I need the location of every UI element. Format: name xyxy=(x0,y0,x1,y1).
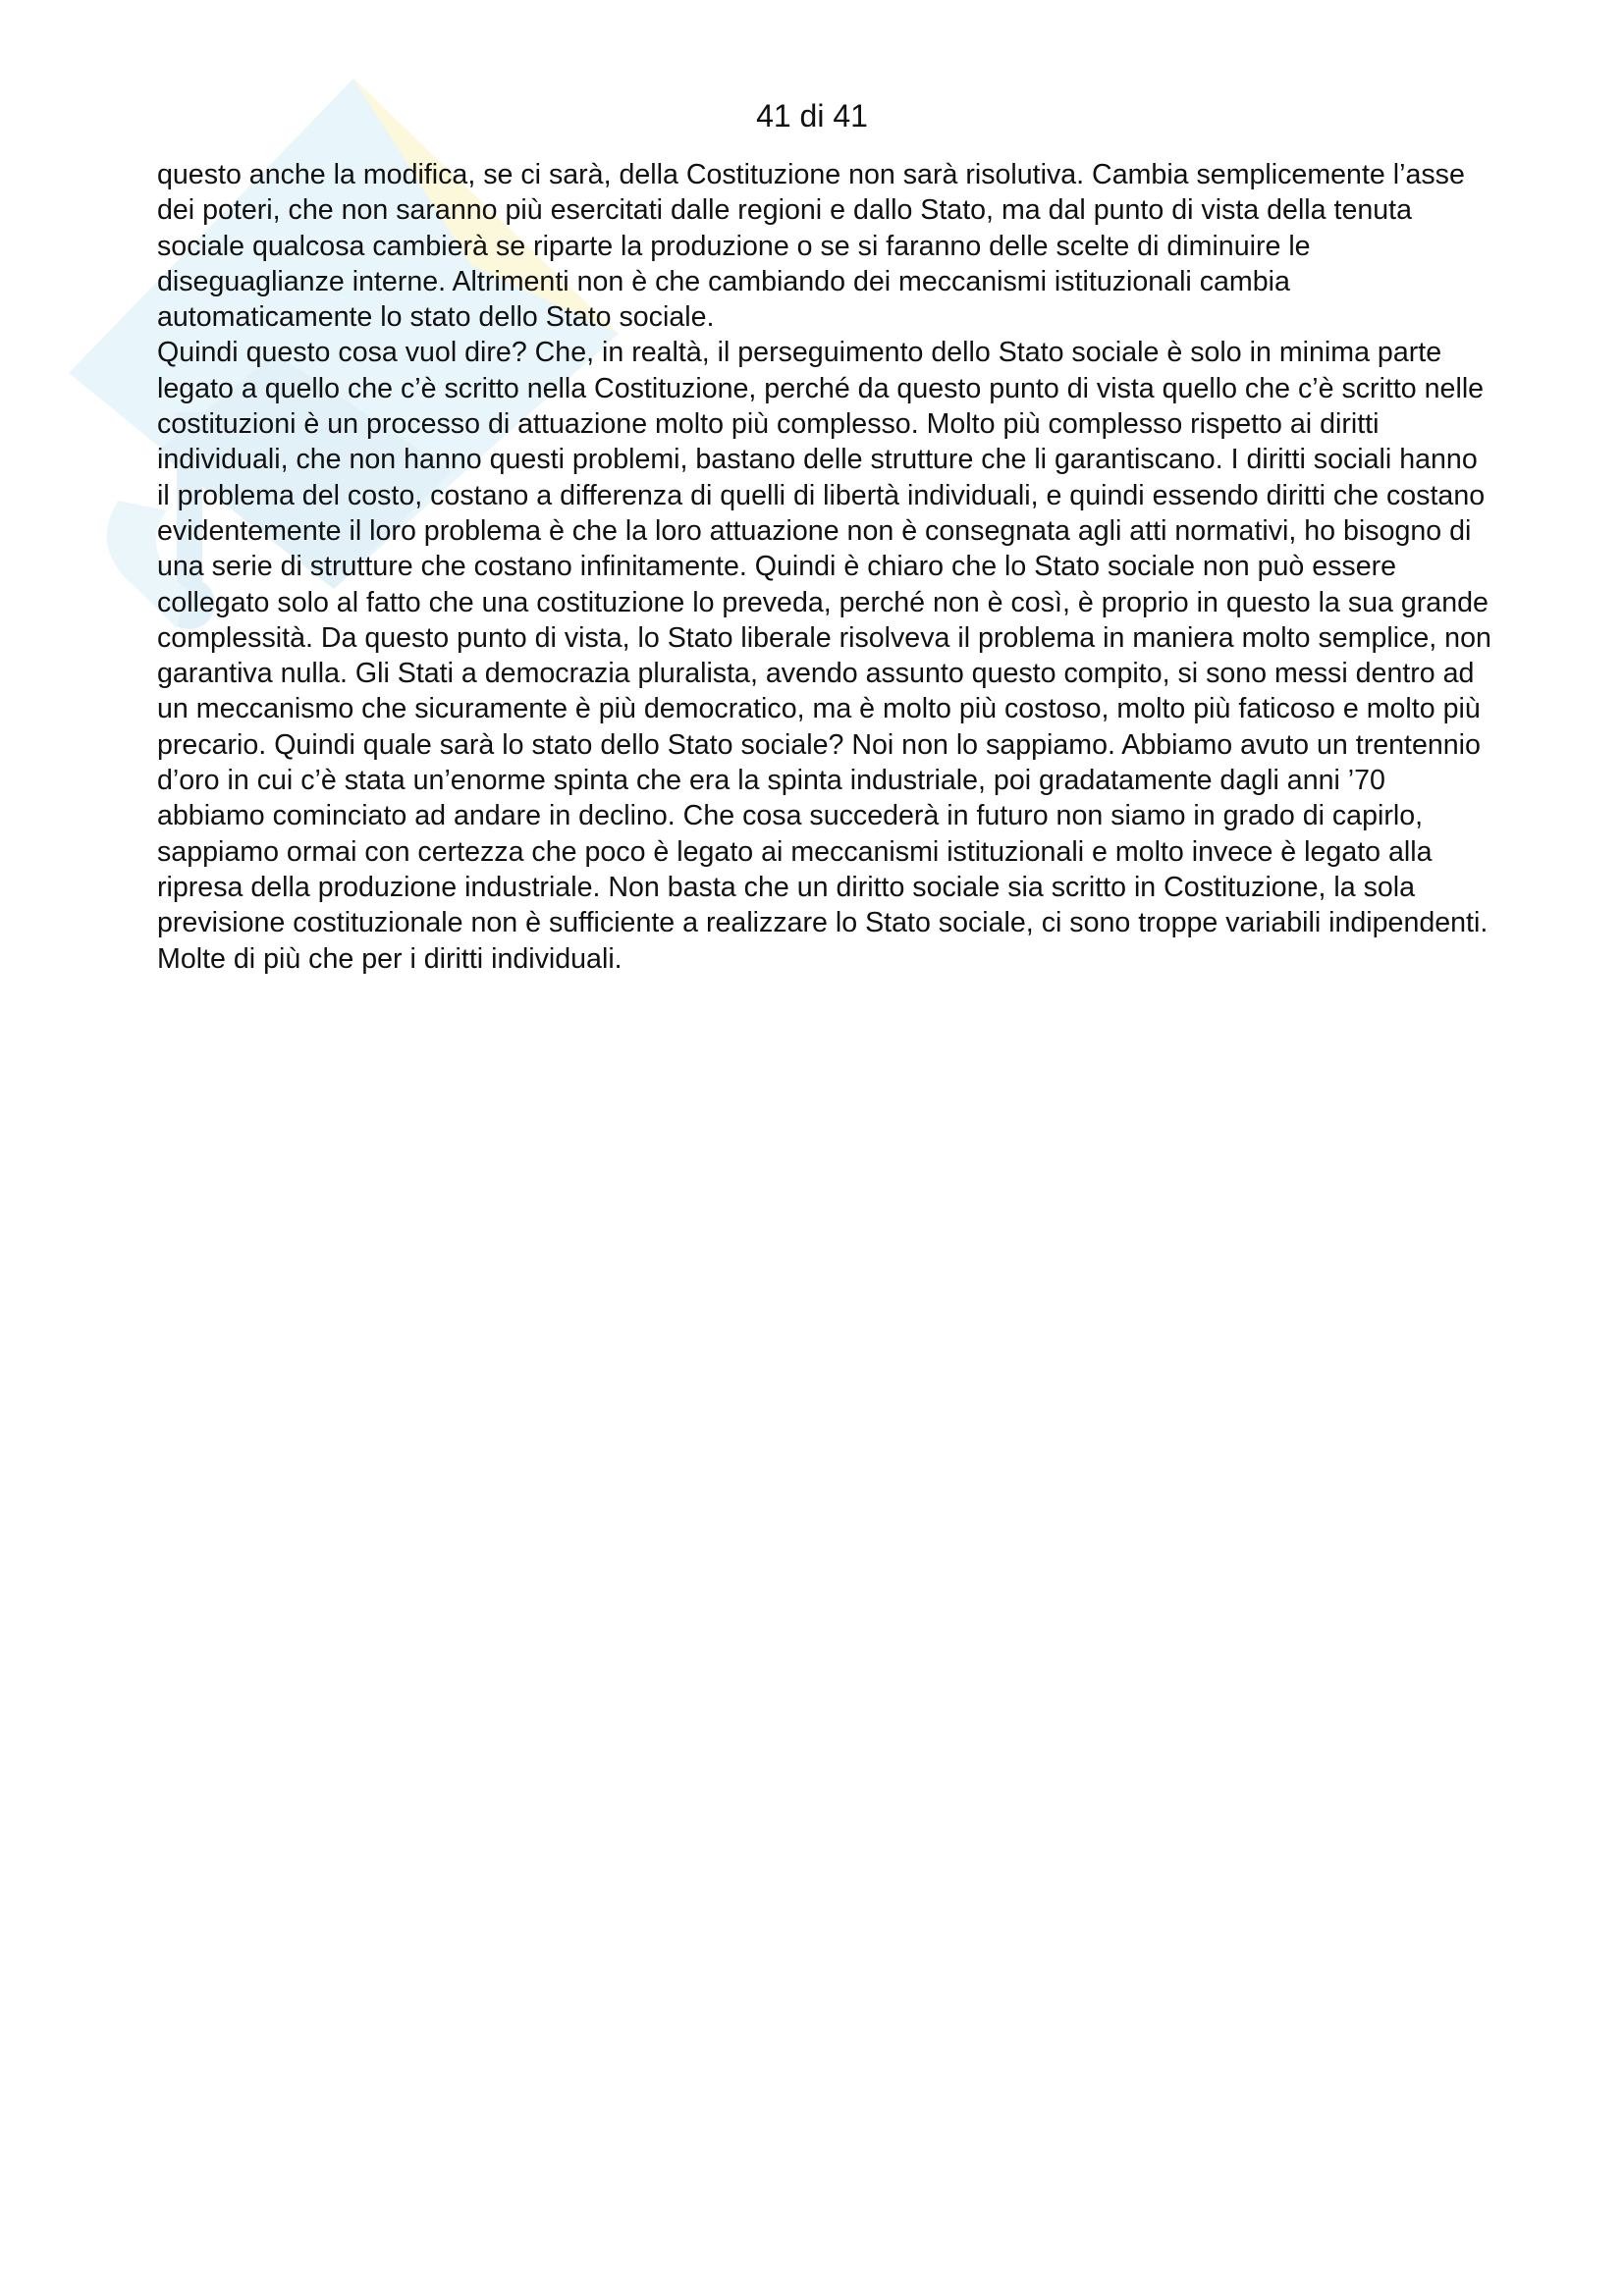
paragraph-1: questo anche la modifica, se ci sarà, della Costituzione non sarà risolutiva. Cambia semplicemente l’asse dei poteri, che non saranno più esercitati dalle regioni e dallo Stato, ma dal punto di vista della tenuta sociale qualcosa cambierà se riparte la produzione o se si faranno delle scelte di diminuire le diseguaglianze interne. Altrimenti non è che cambiando dei meccanismi istituzionali cambia automaticamente lo stato dello Stato sociale. xyxy=(157,159,1465,334)
page-number: 41 di 41 xyxy=(756,98,868,133)
paragraph-2: Quindi questo cosa vuol dire? Che, in realtà, il perseguimento dello Stato sociale è solo in minima parte legato a quello che c’è scritto nella Costituzione, perché da questo punto di vista quello che c’è scritto nelle costituzioni è un processo di attuazione molto più complesso. Molto più complesso rispetto ai diritti individuali, che non hanno questi problemi, bastano delle strutture che li garantiscano. I diritti sociali hanno il problema del costo, costano a differenza di quelli di libertà individuali, e quindi essendo diritti che costano evidentemente il loro problema è che la loro attuazione non è consegnata agli atti normativi, ho bisogno di una serie di strutture che costano infinitamente. Quindi è chiaro che lo Stato sociale non può essere collegato solo al fatto che una costituzione lo preveda, perché non è così, è proprio in questo la sua grande complessità. Da questo punto di vista, lo Stato liberale risolveva il problema in maniera molto semplice, non garantiva nulla. Gli Stati a democrazia pluralista, avendo assunto questo compito, si sono messi dentro ad un meccanismo che sicuramente è più democratico, ma è molto più costoso, molto più faticoso e molto più precario. Quindi quale sarà lo stato dello Stato sociale? Noi non lo sappiamo. Abbiamo avuto un trentennio d’oro in cui c’è stata un’enorme spinta che era la spinta industriale, poi gradatamente dagli anni ’70 abbiamo cominciato ad andare in declino. Che cosa succederà in futuro non siamo in grado di capirlo, sappiamo ormai con certezza che poco è legato ai meccanismi istituzionali e molto invece è legato alla ripresa della produzione industriale. Non basta che un diritto sociale sia scritto in Costituzione, la sola previsione costituzionale non è sufficiente a realizzare lo Stato sociale, ci sono troppe variabili indipendenti. Molte di più che per i diritti individuali. xyxy=(157,337,1491,975)
document-body xyxy=(157,157,1492,977)
